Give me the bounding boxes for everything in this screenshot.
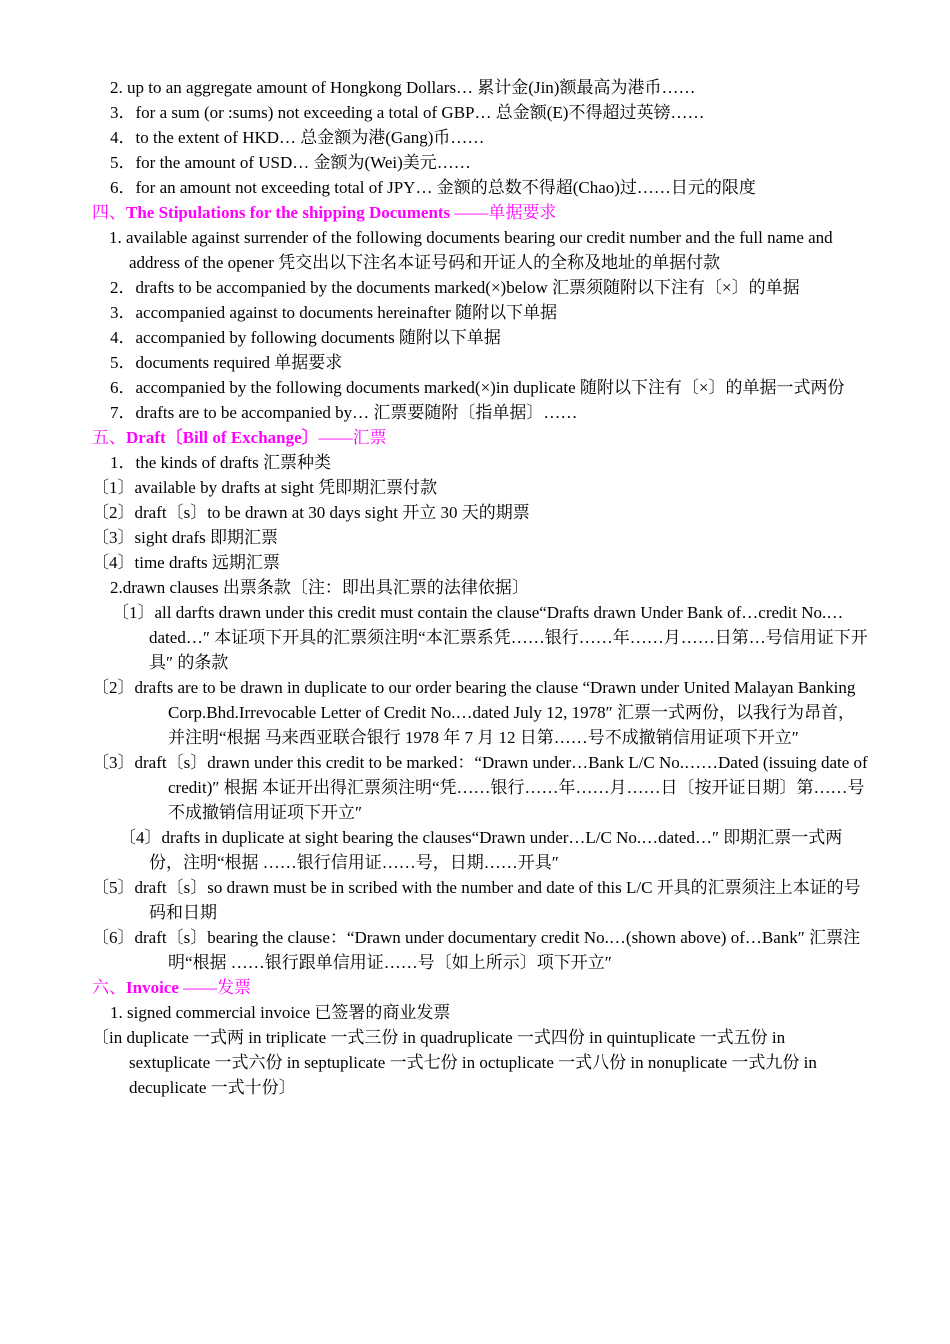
section-4-item-5: 5．documents required 单据要求 bbox=[110, 353, 343, 372]
drawn-clause-6: 〔6〕draft〔s〕bearing the clause：“Drawn under documentary credit No.…(shown above) of…Bank″ 汇票注明“根据 ……银行跟单信用证……号〔如上所示〕项下开立″ bbox=[92, 928, 861, 972]
section-4-title: The Stipulations for the shipping Documents bbox=[126, 203, 451, 222]
invoice-copies-list: 〔in duplicate 一式两 in triplicate 一式三份 in quadruplicate 一式四份 in quintuplicate 一式五份 in sextuplicate 一式六份 in septuplicate 一式七份 in octuplicate 一式八份 in nonuplicate 一式九份 in decuplicate 一式十份〕 bbox=[92, 1028, 817, 1097]
draft-kind-3: 〔3〕sight drafs 即期汇票 bbox=[92, 528, 279, 547]
section-6-title: Invoice bbox=[126, 978, 179, 997]
drawn-clause-4: 〔4〕drafts in duplicate at sight bearing the clauses“Drawn under…L/C No.…dated…″ 即期汇票一式两份，注明“根据 ……银行信用证……号，日期……开具″ bbox=[119, 828, 843, 872]
section-6-heading bbox=[92, 975, 870, 1000]
section-5-number: 五、 bbox=[92, 428, 126, 447]
drawn-clause-5: 〔5〕draft〔s〕so drawn must be in scribed with the number and date of this L/C 开具的汇票须注上本证的号码和日期 bbox=[92, 878, 861, 922]
section-5-item-1: 1．the kinds of drafts 汇票种类 bbox=[110, 453, 331, 472]
section-4-item-4: 4．accompanied by following documents 随附以下单据 bbox=[110, 328, 501, 347]
section-4-item-2-text: 2．drafts to be accompanied by the documents marked(×)below 汇票须随附以下注有〔×〕的单据 bbox=[110, 278, 800, 297]
drawn-clause-3: 〔3〕draft〔s〕drawn under this credit to be marked：“Drawn under…Bank L/C No.……Dated (issuing date of credit)″ 根据 本证开出得汇票须注明“凭……银行……年……月……日〔按开证日期〕第……号不成撤销信用证项下开立″ bbox=[92, 753, 868, 822]
section-4-item-6 bbox=[92, 375, 870, 400]
drawn-clause-1: 〔1〕all darfts drawn under this credit must contain the clause“Drafts drawn Under Bank of…credit No.…dated…″ 本证项下开具的汇票须注明“本汇票系凭……银行……年……月……日第…号信用证下开具″ 的条款 bbox=[112, 603, 868, 672]
section-4-item-3: 3．accompanied against to documents hereinafter 随附以下单据 bbox=[110, 303, 558, 322]
amount-line-4: 4．to the extent of HKD… 总金额为港(Gang)币…… bbox=[110, 128, 485, 147]
section-4-heading bbox=[92, 200, 870, 225]
drawn-clause-2: 〔2〕drafts are to be drawn in duplicate to our order bearing the clause “Drawn under United Malayan Banking Corp.Bhd.Irrevocable Letter of Credit No.…dated July 12, 1978″ 汇票一式两份，以我行为昂首，并注明“根据 马来西亚联合银行 1978 年 7 月 12 日第……号不成撤销信用证项下开立″ bbox=[92, 678, 856, 747]
section-4-item-1: 1. available against surrender of the following documents bearing our credit number and the full name and address of the opener 凭交出以下注名本证号码和开证人的全称及地址的单据付款 bbox=[109, 228, 833, 272]
amount-line-6: 6．for an amount not exceeding total of JPY… 金额的总数不得超(Chao)过……日元的限度 bbox=[110, 178, 756, 197]
section-4-number: 四、 bbox=[92, 203, 126, 222]
section-5-heading bbox=[92, 425, 870, 450]
section-4-item-7: 7．drafts are to be accompanied by… 汇票要随附〔指单据〕…… bbox=[110, 403, 578, 422]
section-4-subtitle: ——单据要求 bbox=[450, 203, 557, 222]
draft-kind-1: 〔1〕available by drafts at sight 凭即期汇票付款 bbox=[92, 478, 438, 497]
amount-line-5: 5．for the amount of USD… 金额为(Wei)美元…… bbox=[110, 153, 471, 172]
section-5-title: Draft〔Bill of Exchange〕 bbox=[126, 428, 319, 447]
section-6-item-1: 1. signed commercial invoice 已签署的商业发票 bbox=[110, 1003, 451, 1022]
section-4-item-2 bbox=[92, 275, 870, 300]
amount-line-3: 3．for a sum (or :sums) not exceeding a total of GBP… 总金额(E)不得超过英镑…… bbox=[110, 103, 705, 122]
section-4-item-6-text: 6．accompanied by the following documents marked(×)in duplicate 随附以下注有〔×〕的单据一式两份 bbox=[110, 378, 845, 397]
section-6-subtitle: ——发票 bbox=[178, 978, 252, 997]
draft-kind-4: 〔4〕time drafts 远期汇票 bbox=[92, 553, 280, 572]
section-5-item-2: 2.drawn clauses 出票条款〔注：即出具汇票的法律依据〕 bbox=[110, 578, 529, 597]
amount-line-2: 2. up to an aggregate amount of Hongkong Dollars… 累计金(Jin)额最高为港币…… bbox=[110, 78, 696, 97]
section-6-number: 六、 bbox=[92, 978, 126, 997]
draft-kind-2: 〔2〕draft〔s〕to be drawn at 30 days sight 开立 30 天的期票 bbox=[92, 503, 530, 522]
section-5-subtitle: ——汇票 bbox=[318, 428, 387, 447]
